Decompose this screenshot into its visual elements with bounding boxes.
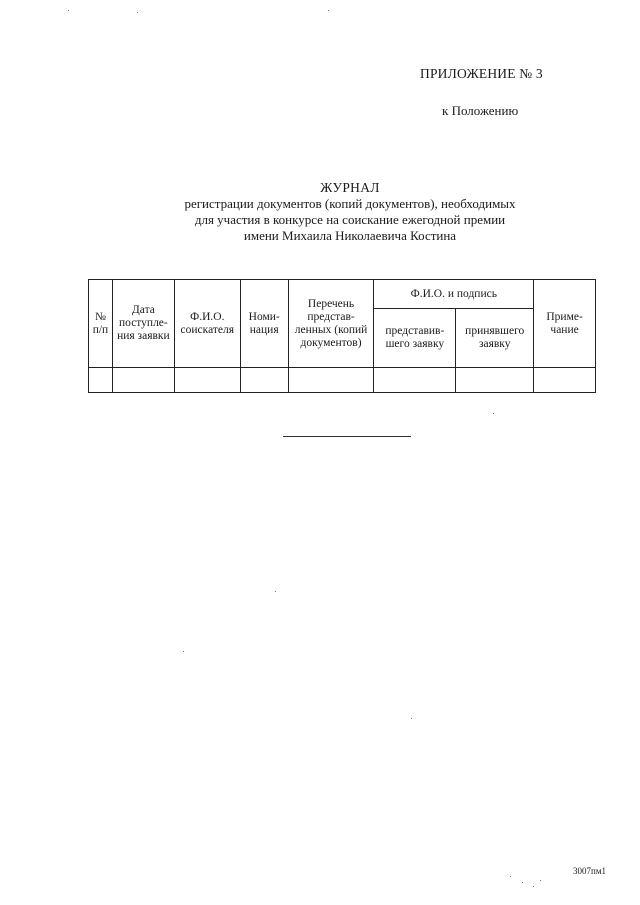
scan-speck [522, 882, 523, 883]
header-received: принявшего заявку [456, 309, 534, 368]
scan-speck [411, 718, 412, 719]
appendix-heading: ПРИЛОЖЕНИЕ № 3 [420, 66, 543, 81]
header-number: № п/п [89, 280, 113, 368]
scan-speck [275, 591, 276, 592]
scan-speck [540, 880, 541, 881]
journal-subtitle-line-2: для участия в конкурсе на соискание ежегодной премии [194, 212, 506, 227]
journal-subtitle-line-1: регистрации документов (копий документов), необходимых [184, 196, 516, 211]
document-number: 3007пм1 [573, 866, 607, 876]
journal-title: ЖУРНАЛ [320, 180, 380, 195]
header-date: Дата поступле- ния заявки [112, 280, 174, 368]
header-fio-signature: Ф.И.О. и подпись [374, 280, 534, 309]
journal-title-block [100, 180, 600, 244]
scan-speck [137, 12, 138, 13]
table-row [89, 368, 596, 393]
scan-speck [493, 413, 494, 414]
header-note: Приме- чание [534, 280, 596, 368]
header-fio: Ф.И.О. соискателя [174, 280, 240, 368]
appendix-reference: к Положению [442, 103, 519, 118]
scan-speck [510, 876, 511, 877]
header-documents: Перечень представ- ленных (копий документов) [288, 280, 374, 368]
cell-empty [89, 368, 113, 393]
cell-empty [174, 368, 240, 393]
header-submitted: представив- шего заявку [374, 309, 456, 368]
closing-line [283, 436, 411, 437]
registration-journal-table [88, 279, 596, 393]
scan-speck [183, 651, 184, 652]
cell-empty [240, 368, 288, 393]
cell-empty [288, 368, 374, 393]
cell-empty [374, 368, 456, 393]
cell-empty [534, 368, 596, 393]
cell-empty [112, 368, 174, 393]
scan-speck [533, 886, 534, 887]
journal-subtitle-line-3: имени Михаила Николаевича Костина [243, 228, 457, 243]
scan-speck [328, 10, 329, 11]
cell-empty [456, 368, 534, 393]
scan-speck [68, 10, 69, 11]
header-nomination: Номи- нация [240, 280, 288, 368]
table-header-row [89, 280, 596, 309]
